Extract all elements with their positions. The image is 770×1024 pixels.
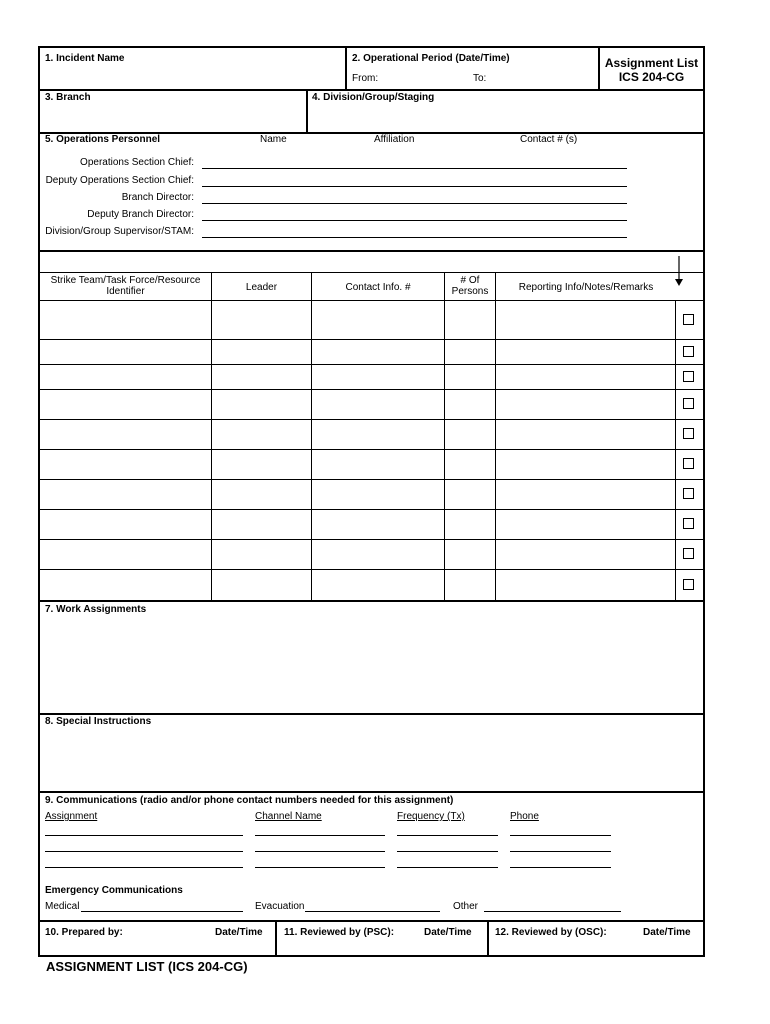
comms-line[interactable] bbox=[45, 835, 243, 836]
ops-row-label: Division/Group Supervisor/STAM: bbox=[45, 226, 194, 237]
row-checkbox[interactable] bbox=[683, 398, 694, 409]
divider bbox=[275, 920, 277, 956]
divider bbox=[487, 920, 489, 956]
divider bbox=[38, 713, 705, 715]
reviewed-psc-label: 11. Reviewed by (PSC): bbox=[284, 927, 395, 938]
row-checkbox[interactable] bbox=[683, 548, 694, 559]
to-label: To: bbox=[473, 73, 487, 84]
row-checkbox[interactable] bbox=[683, 518, 694, 529]
divider bbox=[345, 46, 347, 90]
evacuation-label: Evacuation bbox=[255, 901, 305, 912]
comms-line[interactable] bbox=[510, 835, 611, 836]
emergency-comms-heading: Emergency Communications bbox=[45, 885, 183, 896]
divider bbox=[38, 479, 705, 480]
comms-col-assignment: Assignment bbox=[45, 811, 98, 822]
comms-line[interactable] bbox=[510, 851, 611, 852]
divider bbox=[38, 419, 705, 420]
comms-line[interactable] bbox=[45, 867, 243, 868]
divider bbox=[38, 449, 705, 450]
divider bbox=[38, 364, 705, 365]
divider bbox=[38, 791, 705, 793]
comms-col-channel: Channel Name bbox=[255, 811, 322, 822]
divider bbox=[495, 272, 496, 601]
row-checkbox[interactable] bbox=[683, 346, 694, 357]
evacuation-line[interactable] bbox=[305, 911, 440, 912]
medical-label: Medical bbox=[45, 901, 80, 912]
divider bbox=[211, 272, 212, 601]
comms-line[interactable] bbox=[255, 867, 385, 868]
divider bbox=[38, 600, 705, 602]
divider bbox=[38, 389, 705, 390]
medical-line[interactable] bbox=[81, 911, 243, 912]
res-col-identifier-line2: Identifier bbox=[106, 286, 145, 297]
row-checkbox[interactable] bbox=[683, 488, 694, 499]
row-checkbox[interactable] bbox=[683, 314, 694, 325]
ops-row-label: Deputy Operations Section Chief: bbox=[45, 175, 194, 186]
comms-line[interactable] bbox=[397, 867, 498, 868]
comms-line[interactable] bbox=[510, 867, 611, 868]
res-col-leader: Leader bbox=[245, 282, 278, 293]
frame-left bbox=[38, 46, 40, 957]
divider bbox=[38, 250, 705, 252]
res-col-identifier-line1: Strike Team/Task Force/Resource bbox=[50, 275, 201, 286]
frame-bottom bbox=[38, 955, 705, 957]
ops-row-label: Deputy Branch Director: bbox=[87, 209, 194, 220]
divider bbox=[38, 339, 705, 340]
row-checkbox[interactable] bbox=[683, 371, 694, 382]
form-title-line2: ICS 204-CG bbox=[618, 70, 685, 84]
divider bbox=[311, 272, 312, 601]
divider bbox=[38, 539, 705, 540]
psc-datetime-label: Date/Time bbox=[424, 927, 472, 938]
row-checkbox[interactable] bbox=[683, 458, 694, 469]
frame-right bbox=[703, 46, 705, 957]
divider bbox=[675, 300, 676, 601]
divider bbox=[38, 300, 705, 301]
prepared-datetime-label: Date/Time bbox=[215, 927, 263, 938]
ops-col-contact: Contact # (s) bbox=[520, 134, 578, 145]
divider bbox=[38, 920, 705, 922]
ops-row-line[interactable] bbox=[202, 237, 627, 238]
other-label: Other bbox=[453, 901, 479, 912]
ops-row-line[interactable] bbox=[202, 220, 627, 221]
ops-personnel-heading: 5. Operations Personnel bbox=[45, 134, 161, 145]
res-col-persons-line2: Persons bbox=[451, 286, 489, 297]
form-title-line1: Assignment List bbox=[604, 56, 699, 70]
osc-datetime-label: Date/Time bbox=[643, 927, 691, 938]
divider bbox=[306, 89, 308, 133]
frame-top bbox=[38, 46, 705, 48]
ops-row-line[interactable] bbox=[202, 186, 627, 187]
ops-row-line[interactable] bbox=[202, 203, 627, 204]
comms-line[interactable] bbox=[397, 851, 498, 852]
res-col-persons bbox=[445, 275, 495, 297]
prepared-by-label: 10. Prepared by: bbox=[45, 927, 123, 938]
res-col-notes: Reporting Info/Notes/Remarks bbox=[518, 282, 654, 293]
incident-name-label: 1. Incident Name bbox=[45, 53, 125, 64]
other-line[interactable] bbox=[484, 911, 621, 912]
divider bbox=[38, 89, 705, 91]
ops-col-affiliation: Affiliation bbox=[374, 134, 415, 145]
divider bbox=[38, 272, 705, 273]
division-label: 4. Division/Group/Staging bbox=[312, 92, 435, 103]
divider bbox=[38, 509, 705, 510]
divider bbox=[444, 272, 445, 601]
row-checkbox[interactable] bbox=[683, 428, 694, 439]
divider bbox=[38, 569, 705, 570]
comms-heading: 9. Communications (radio and/or phone contact numbers needed for this assignment) bbox=[45, 795, 454, 806]
work-assignments-label: 7. Work Assignments bbox=[45, 604, 147, 615]
comms-line[interactable] bbox=[255, 851, 385, 852]
comms-line[interactable] bbox=[255, 835, 385, 836]
comms-line[interactable] bbox=[45, 851, 243, 852]
ops-row-line[interactable] bbox=[202, 168, 627, 169]
ops-row-label: Operations Section Chief: bbox=[80, 157, 194, 168]
reviewed-osc-label: 12. Reviewed by (OSC): bbox=[495, 927, 607, 938]
ops-col-name: Name bbox=[260, 134, 287, 145]
comms-col-frequency: Frequency (Tx) bbox=[397, 811, 465, 822]
comms-line[interactable] bbox=[397, 835, 498, 836]
special-instructions-label: 8. Special Instructions bbox=[45, 716, 152, 727]
branch-label: 3. Branch bbox=[45, 92, 91, 103]
res-col-persons-line1: # Of bbox=[460, 275, 480, 286]
res-col-identifier bbox=[40, 275, 211, 297]
ops-row-label: Branch Director: bbox=[121, 192, 194, 203]
form-footer-title: ASSIGNMENT LIST (ICS 204-CG) bbox=[46, 959, 248, 974]
comms-col-phone: Phone bbox=[510, 811, 539, 822]
row-checkbox[interactable] bbox=[683, 579, 694, 590]
from-label: From: bbox=[352, 73, 379, 84]
res-col-contact: Contact Info. # bbox=[345, 282, 411, 293]
op-period-label: 2. Operational Period (Date/Time) bbox=[352, 53, 510, 64]
